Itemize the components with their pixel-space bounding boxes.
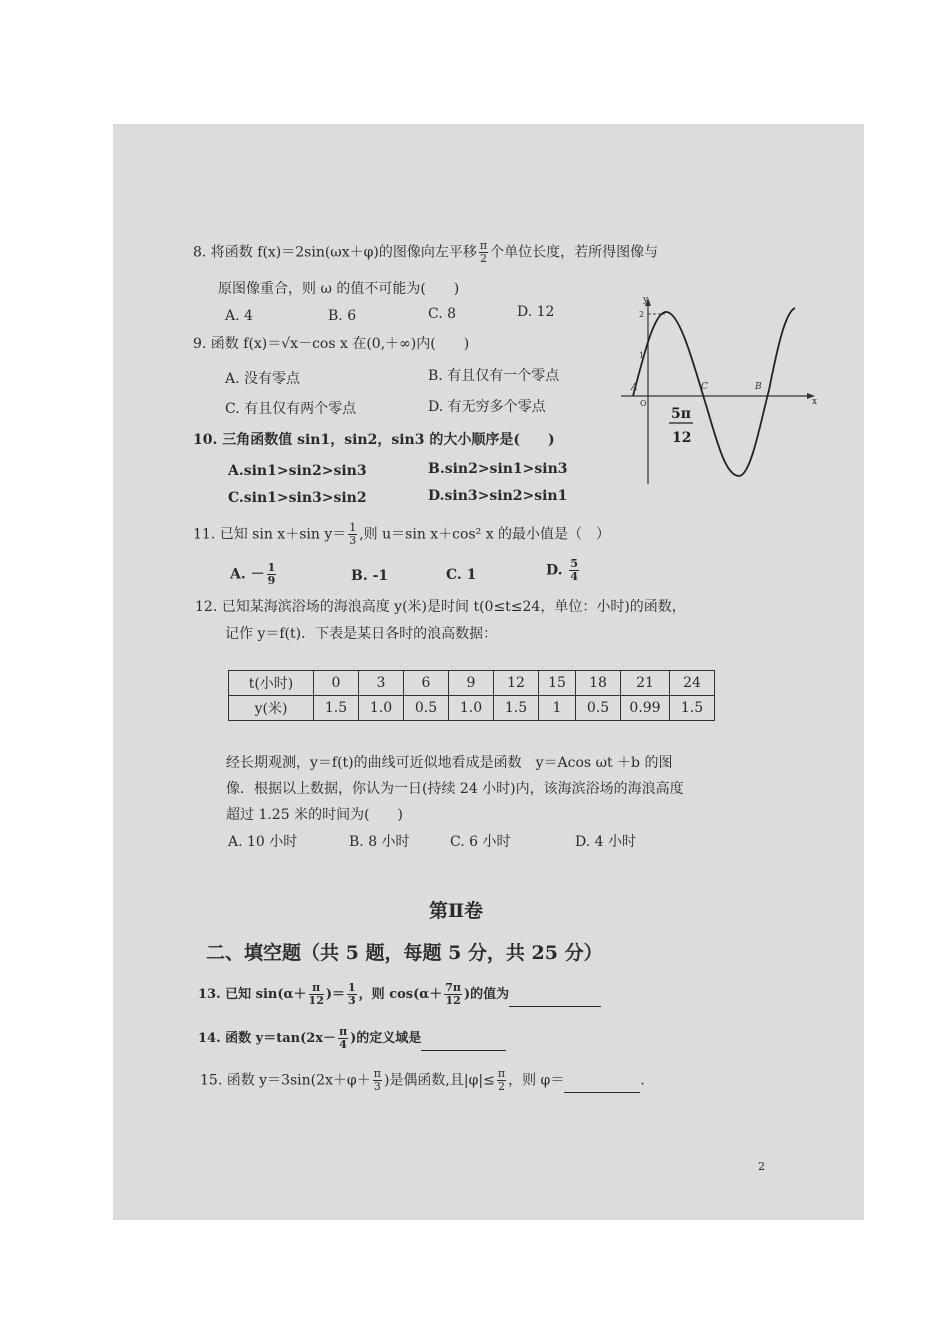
- q12-line5: 超过 1.25 米的时间为( ): [226, 807, 403, 823]
- q9-option-c: C. 有且仅有两个零点: [225, 401, 357, 417]
- sine-curve: [633, 308, 795, 476]
- q14-answer-blank: [421, 1036, 506, 1051]
- q15-line: 15. 函数 y＝3sin(2x＋φ＋ $\frac{\pi}{3}$ )是偶函数,且|φ|≤ $\frac{\pi}{2}$ ，则 φ＝ .: [200, 1067, 645, 1093]
- table-row: [229, 671, 715, 696]
- table-cell: 15: [539, 671, 576, 696]
- q8-fraction: $\frac{\pi}{2}$: [479, 239, 488, 265]
- q10-stem: 10. 三角函数值 sin1，sin2，sin3 的大小顺序是( ): [193, 432, 555, 448]
- table-cell: 0.5: [404, 696, 449, 721]
- page-number: 2: [758, 1160, 765, 1173]
- x-axis-label: x: [812, 397, 818, 407]
- table-cell: 1.5: [670, 696, 715, 721]
- point-b-label: B: [755, 382, 762, 392]
- table-cell: 0: [314, 671, 359, 696]
- table-cell: 18: [576, 671, 621, 696]
- table-cell: 24: [670, 671, 715, 696]
- q12-option-c: C. 6 小时: [450, 834, 511, 850]
- q10-option-d: D.sin3>sin2>sin1: [428, 488, 568, 504]
- table-cell: 1.0: [359, 696, 404, 721]
- q12-option-b: B. 8 小时: [349, 834, 410, 850]
- q10-option-c: C.sin1>sin3>sin2: [228, 490, 367, 506]
- q13-line: 13. 已知 sin(α＋ $\frac{\pi}{12}$ )＝ $\frac{1}{3}$ ，则 cos(α＋ $\frac{7\pi}{12}$ )的值为: [198, 982, 601, 1007]
- graph-fraction-numerator: 5π: [671, 406, 691, 422]
- q14-line: 14. 函数 y＝tan(2x－ $\frac{\pi}{4}$ )的定义域是: [198, 1026, 506, 1051]
- origin-label: O: [640, 399, 647, 408]
- table-header-t: t(小时): [229, 671, 314, 696]
- q8-line2: 原图像重合，则 ω 的值不可能为( ): [218, 281, 460, 297]
- q11-fraction: $\frac{1}{3}$: [349, 521, 357, 547]
- q13-answer-blank: [509, 992, 601, 1007]
- part2-title: 第Ⅱ卷: [429, 900, 484, 922]
- graph-fraction-denominator: 12: [672, 430, 692, 446]
- q12-option-d: D. 4 小时: [575, 834, 636, 850]
- q8-option-b: B. 6: [328, 308, 357, 324]
- table-cell: 21: [621, 671, 670, 696]
- table-cell: 1.0: [449, 696, 494, 721]
- q8-option-d: D. 12: [517, 304, 555, 320]
- q10-option-b: B.sin2>sin1>sin3: [428, 461, 568, 477]
- table-cell: 1: [539, 696, 576, 721]
- sine-graph: [615, 290, 820, 490]
- q11-stem: 11. 已知 sin x＋sin y＝ $\frac{1}{3}$ ,则 u＝sin x＋cos² x 的最小值是（ ）: [193, 521, 611, 547]
- q9-option-d: D. 有无穷多个零点: [428, 399, 546, 415]
- point-c-label: C: [701, 382, 708, 392]
- q12-option-a: A. 10 小时: [228, 834, 298, 850]
- q9-option-b: B. 有且仅有一个零点: [428, 368, 560, 384]
- table-cell: 9: [449, 671, 494, 696]
- q12-line4: 像．根据以上数据，你认为一日(持续 24 小时)内，该海滨浴场的海浪高度: [226, 781, 684, 797]
- section2-title: 二、填空题（共 5 题，每题 5 分，共 25 分）: [206, 942, 603, 964]
- q9-option-a: A. 没有零点: [225, 371, 301, 387]
- q15-answer-blank: [564, 1078, 640, 1093]
- table-cell: 12: [494, 671, 539, 696]
- table-cell: 1.5: [494, 696, 539, 721]
- q8-option-c: C. 8: [428, 306, 457, 322]
- table-cell: 0.99: [621, 696, 670, 721]
- point-a-label: A: [631, 383, 638, 393]
- table-header-y: y(米): [229, 696, 314, 721]
- q8-line1: [193, 240, 658, 265]
- q12-line1: 12. 已知某海滨浴场的海浪高度 y(米)是时间 t(0≤t≤24，单位：小时)的函数，: [195, 599, 686, 615]
- q12-line2: 记作 y＝f(t)．下表是某日各时的浪高数据：: [225, 626, 498, 642]
- y-tick-1: 1: [639, 351, 645, 360]
- table-cell: 3: [359, 671, 404, 696]
- wave-height-table: [228, 670, 715, 721]
- q8-text-b: 个单位长度，若所得图像与: [490, 244, 659, 261]
- q8-option-a: A. 4: [225, 308, 253, 324]
- q9-stem: 9. 函数 f(x)＝√x－cos x 在(0,＋∞)内( ): [193, 336, 470, 352]
- table-row: [229, 696, 715, 721]
- q11-option-b: B. -1: [351, 568, 389, 584]
- table-cell: 0.5: [576, 696, 621, 721]
- table-cell: 1.5: [314, 696, 359, 721]
- q11-option-c: C. 1: [446, 567, 477, 583]
- y-tick-2: 2: [639, 310, 645, 319]
- q11-option-a: A. － $\frac{1}{9}$: [230, 561, 276, 587]
- q11-option-d: D. $\frac{5}{4}$: [546, 557, 579, 583]
- table-cell: 6: [404, 671, 449, 696]
- q12-line3: 经长期观测，y＝f(t)的曲线可近似地看成是函数 y＝Acos ωt ＋b 的图: [226, 755, 673, 771]
- y-axis-label: y: [643, 295, 649, 305]
- q10-option-a: A.sin1>sin2>sin3: [228, 463, 367, 479]
- q8-text-a: 8. 将函数 f(x)＝2sin(ωx＋φ)的图像向左平移: [193, 244, 477, 261]
